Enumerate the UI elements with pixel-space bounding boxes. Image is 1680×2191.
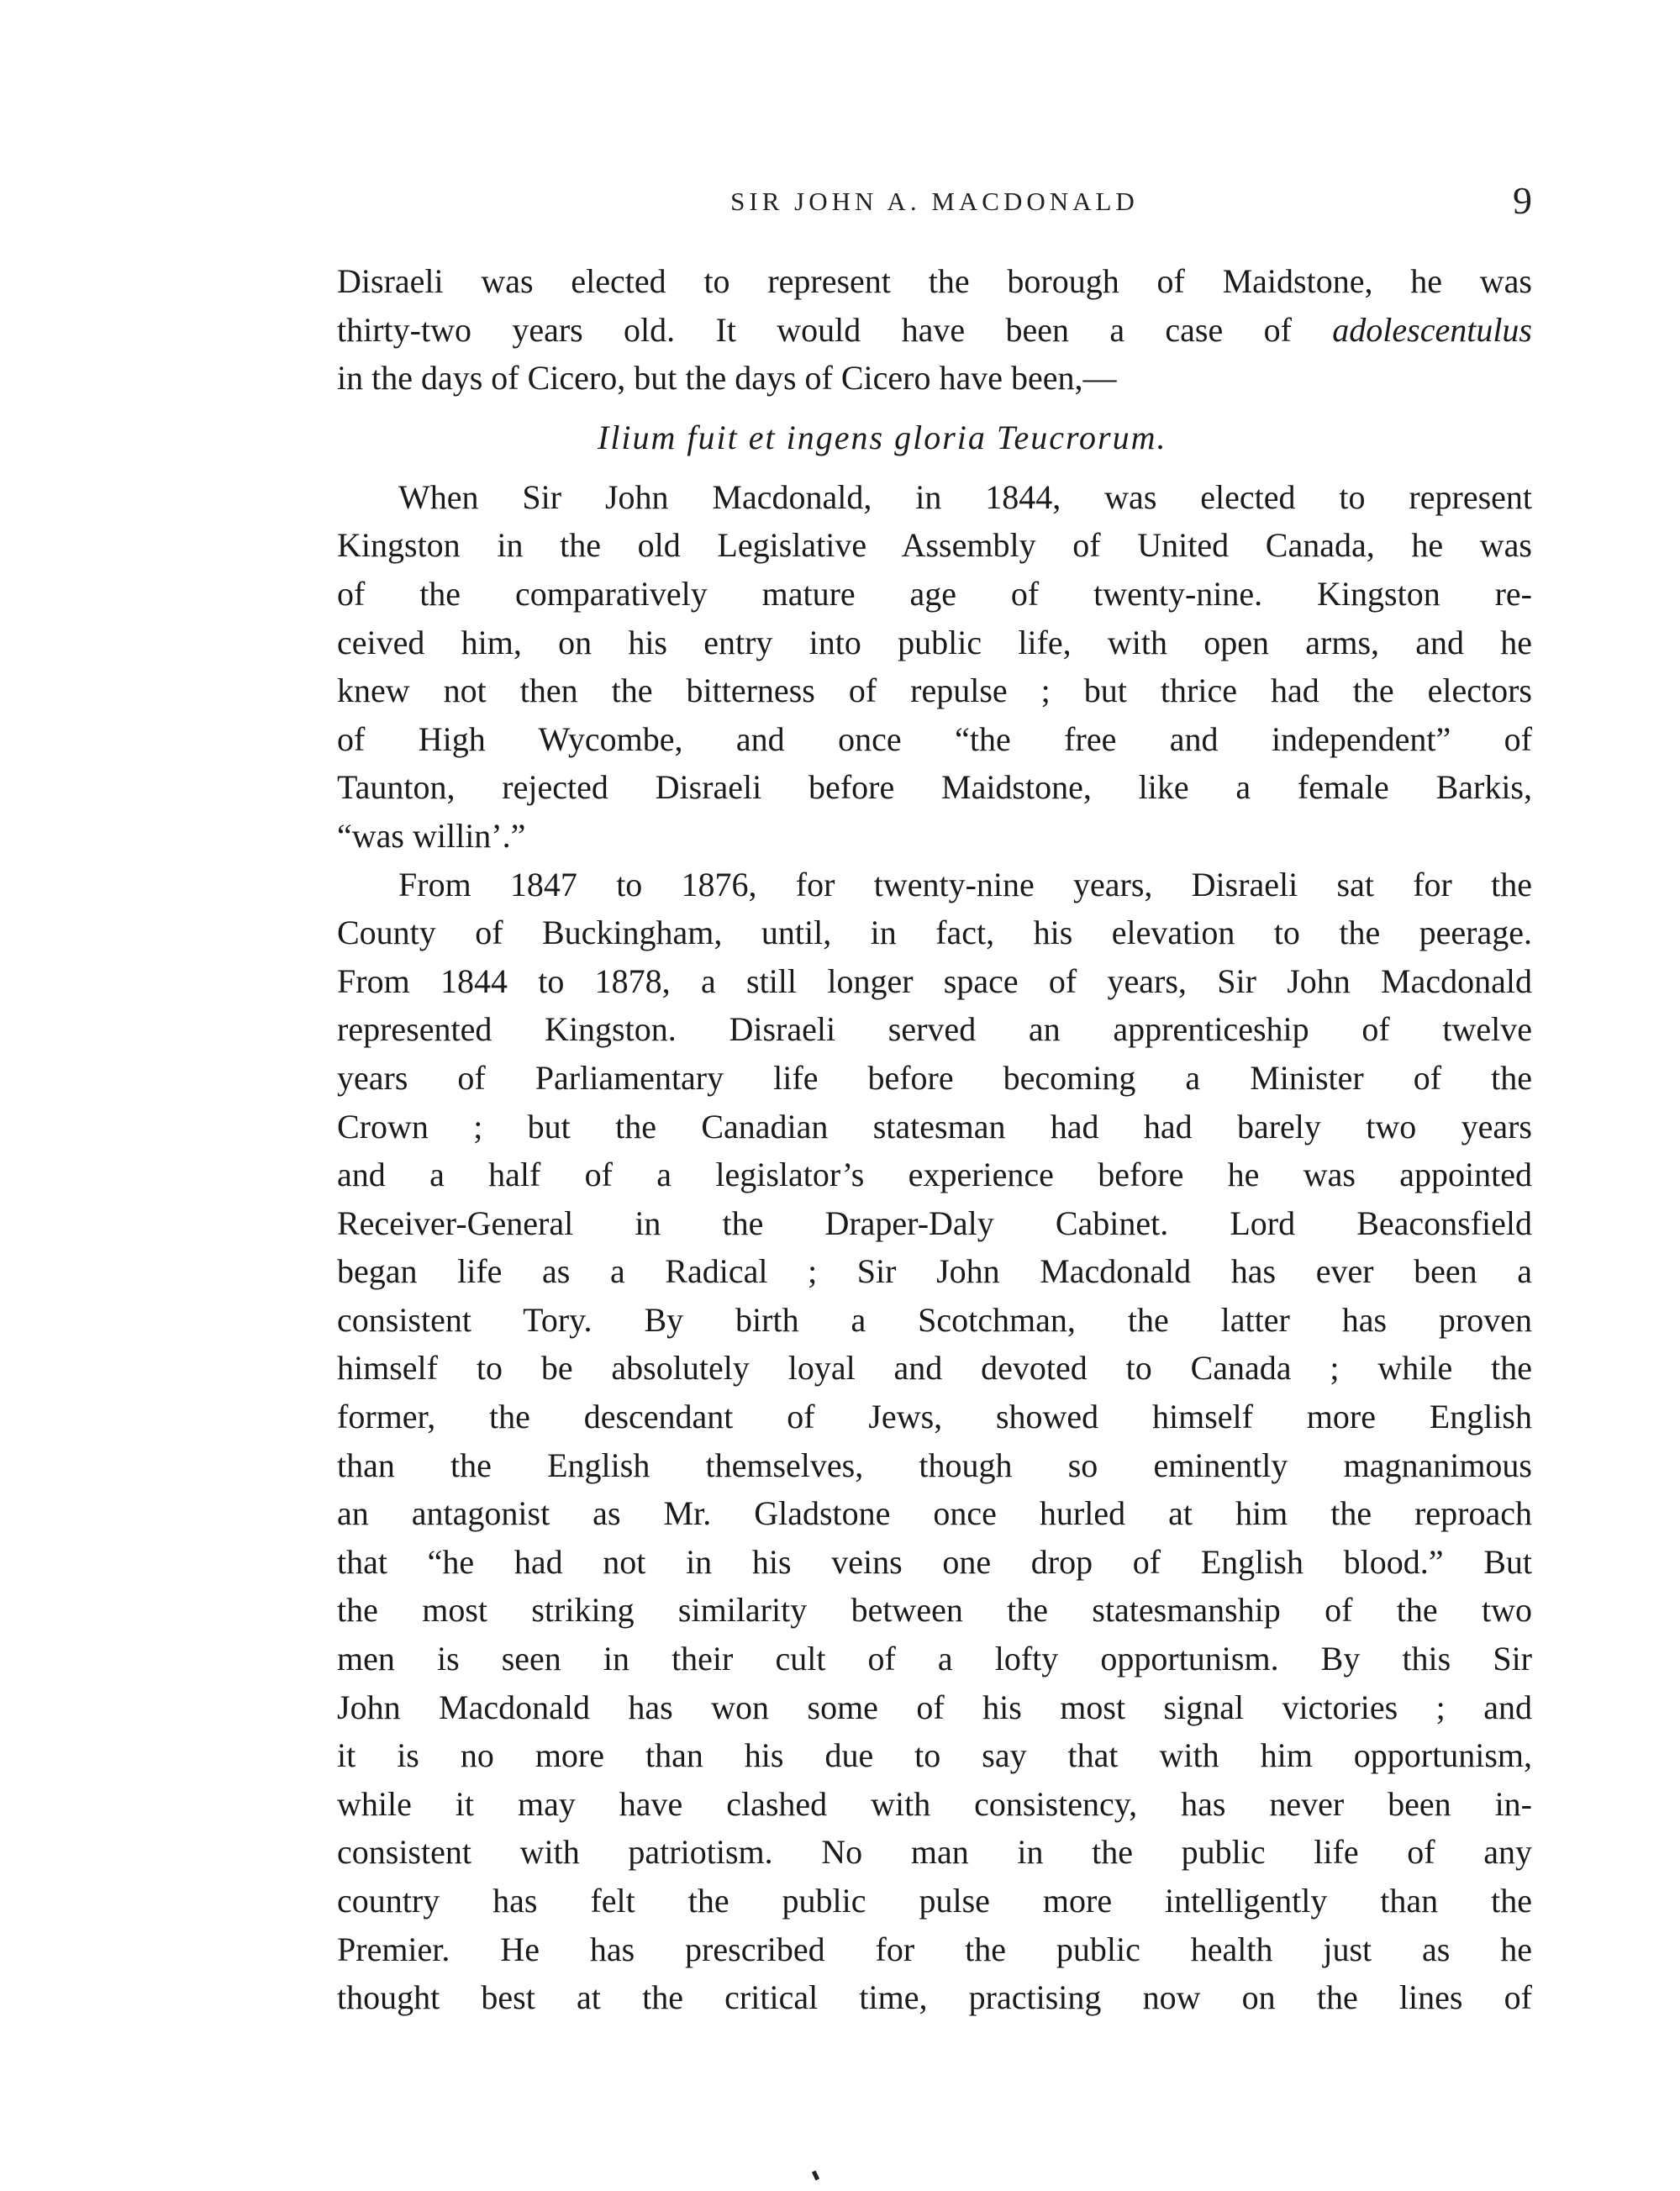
print-speck (812, 2170, 819, 2180)
text-line: From 1847 to 1876, for twenty-nine years, Disraeli sat for the (398, 865, 1532, 903)
text-line: an antagonist as Mr. Gladstone once hurled at him the reproach (337, 1494, 1532, 1533)
text-line: himself to be absolutely loyal and devoted to Canada ; while the (337, 1349, 1532, 1388)
text-line: Kingston in the old Legislative Assembly of United Canada, he was (337, 526, 1532, 565)
paragraph-3 (337, 861, 1532, 2022)
text-line (337, 306, 1532, 355)
text-line: Receiver-General in the Draper-Daly Cabinet. Lord Beaconsfield (337, 1203, 1532, 1242)
text-line: former, the descendant of Jews, showed himself more English (337, 1398, 1532, 1436)
text-line: County of Buckingham, until, in fact, his elevation to the peerage. (337, 914, 1532, 952)
text-line: country has felt the public pulse more intelligently than the (337, 1882, 1532, 1920)
text-line: the most striking similarity between the statesmanship of the two (337, 1591, 1532, 1630)
text-line: it is no more than his due to say that with him opportunism, (337, 1736, 1532, 1775)
text-line: consistent Tory. By birth a Scotchman, the latter has proven (337, 1300, 1532, 1339)
text-line: From 1844 to 1878, a still longer space of years, Sir John Macdonald (337, 961, 1532, 1000)
text-line: Crown ; but the Canadian statesman had had barely two years (337, 1107, 1532, 1146)
text-line: men is seen in their cult of a lofty opportunism. By this Sir (337, 1640, 1532, 1678)
text-line: John Macdonald has won some of his most signal victories ; and (337, 1688, 1532, 1726)
text-line: When Sir John Macdonald, in 1844, was elected to represent (398, 477, 1532, 516)
text-line: “was willin’.” (337, 816, 526, 855)
text-line: ceived him, on his entry into public life, with open arms, and he (337, 623, 1532, 661)
latin-quotation: Ilium fuit et ingens gloria Teucrorum. (598, 418, 1167, 456)
text-line: Taunton, rejected Disraeli before Maidstone, like a female Barkis, (337, 768, 1532, 807)
text-line: Disraeli was elected to represent the borough of Maidstone, he was (337, 262, 1532, 300)
text-line: thought best at the critical time, practising now on the lines of (337, 1978, 1532, 2017)
text-line: of the comparatively mature age of twenty-nine. Kingston re- (337, 574, 1532, 613)
page-number: 9 (1513, 179, 1532, 222)
text-line: in the days of Cicero, but the days of Cicero have been,— (337, 359, 1117, 398)
running-head (337, 179, 1532, 234)
running-title: SIR JOHN A. MACDONALD (730, 187, 1139, 216)
body-text (337, 257, 1532, 2022)
text-line: years of Parliamentary life before becoming a Minister of the (337, 1058, 1532, 1097)
text-line: began life as a Radical ; Sir John Macdonald has ever been a (337, 1252, 1532, 1291)
text-line: and a half of a legislator’s experience before he was appointed (337, 1156, 1532, 1194)
text-line: knew not then the bitterness of repulse ; but thrice had the electors (337, 672, 1532, 710)
paragraph-1 (337, 257, 1532, 403)
text-line: that “he had not in his veins one drop of English blood.” But (337, 1542, 1532, 1581)
paragraph-2 (337, 473, 1532, 861)
text-span: thirty-two years old. It would have been a case of (337, 310, 1333, 349)
latin-term: adolescentulus (1332, 310, 1532, 349)
text-line: of High Wycombe, and once “the free and independent” of (337, 719, 1532, 758)
text-line: Premier. He has prescribed for the public health just as he (337, 1930, 1532, 1968)
text-line: consistent with patriotism. No man in the public life of any (337, 1833, 1532, 1872)
text-line: than the English themselves, though so eminently magnanimous (337, 1446, 1532, 1484)
text-line: represented Kingston. Disraeli served an apprenticeship of twelve (337, 1010, 1532, 1049)
text-line: while it may have clashed with consistency, has never been in- (337, 1784, 1532, 1823)
